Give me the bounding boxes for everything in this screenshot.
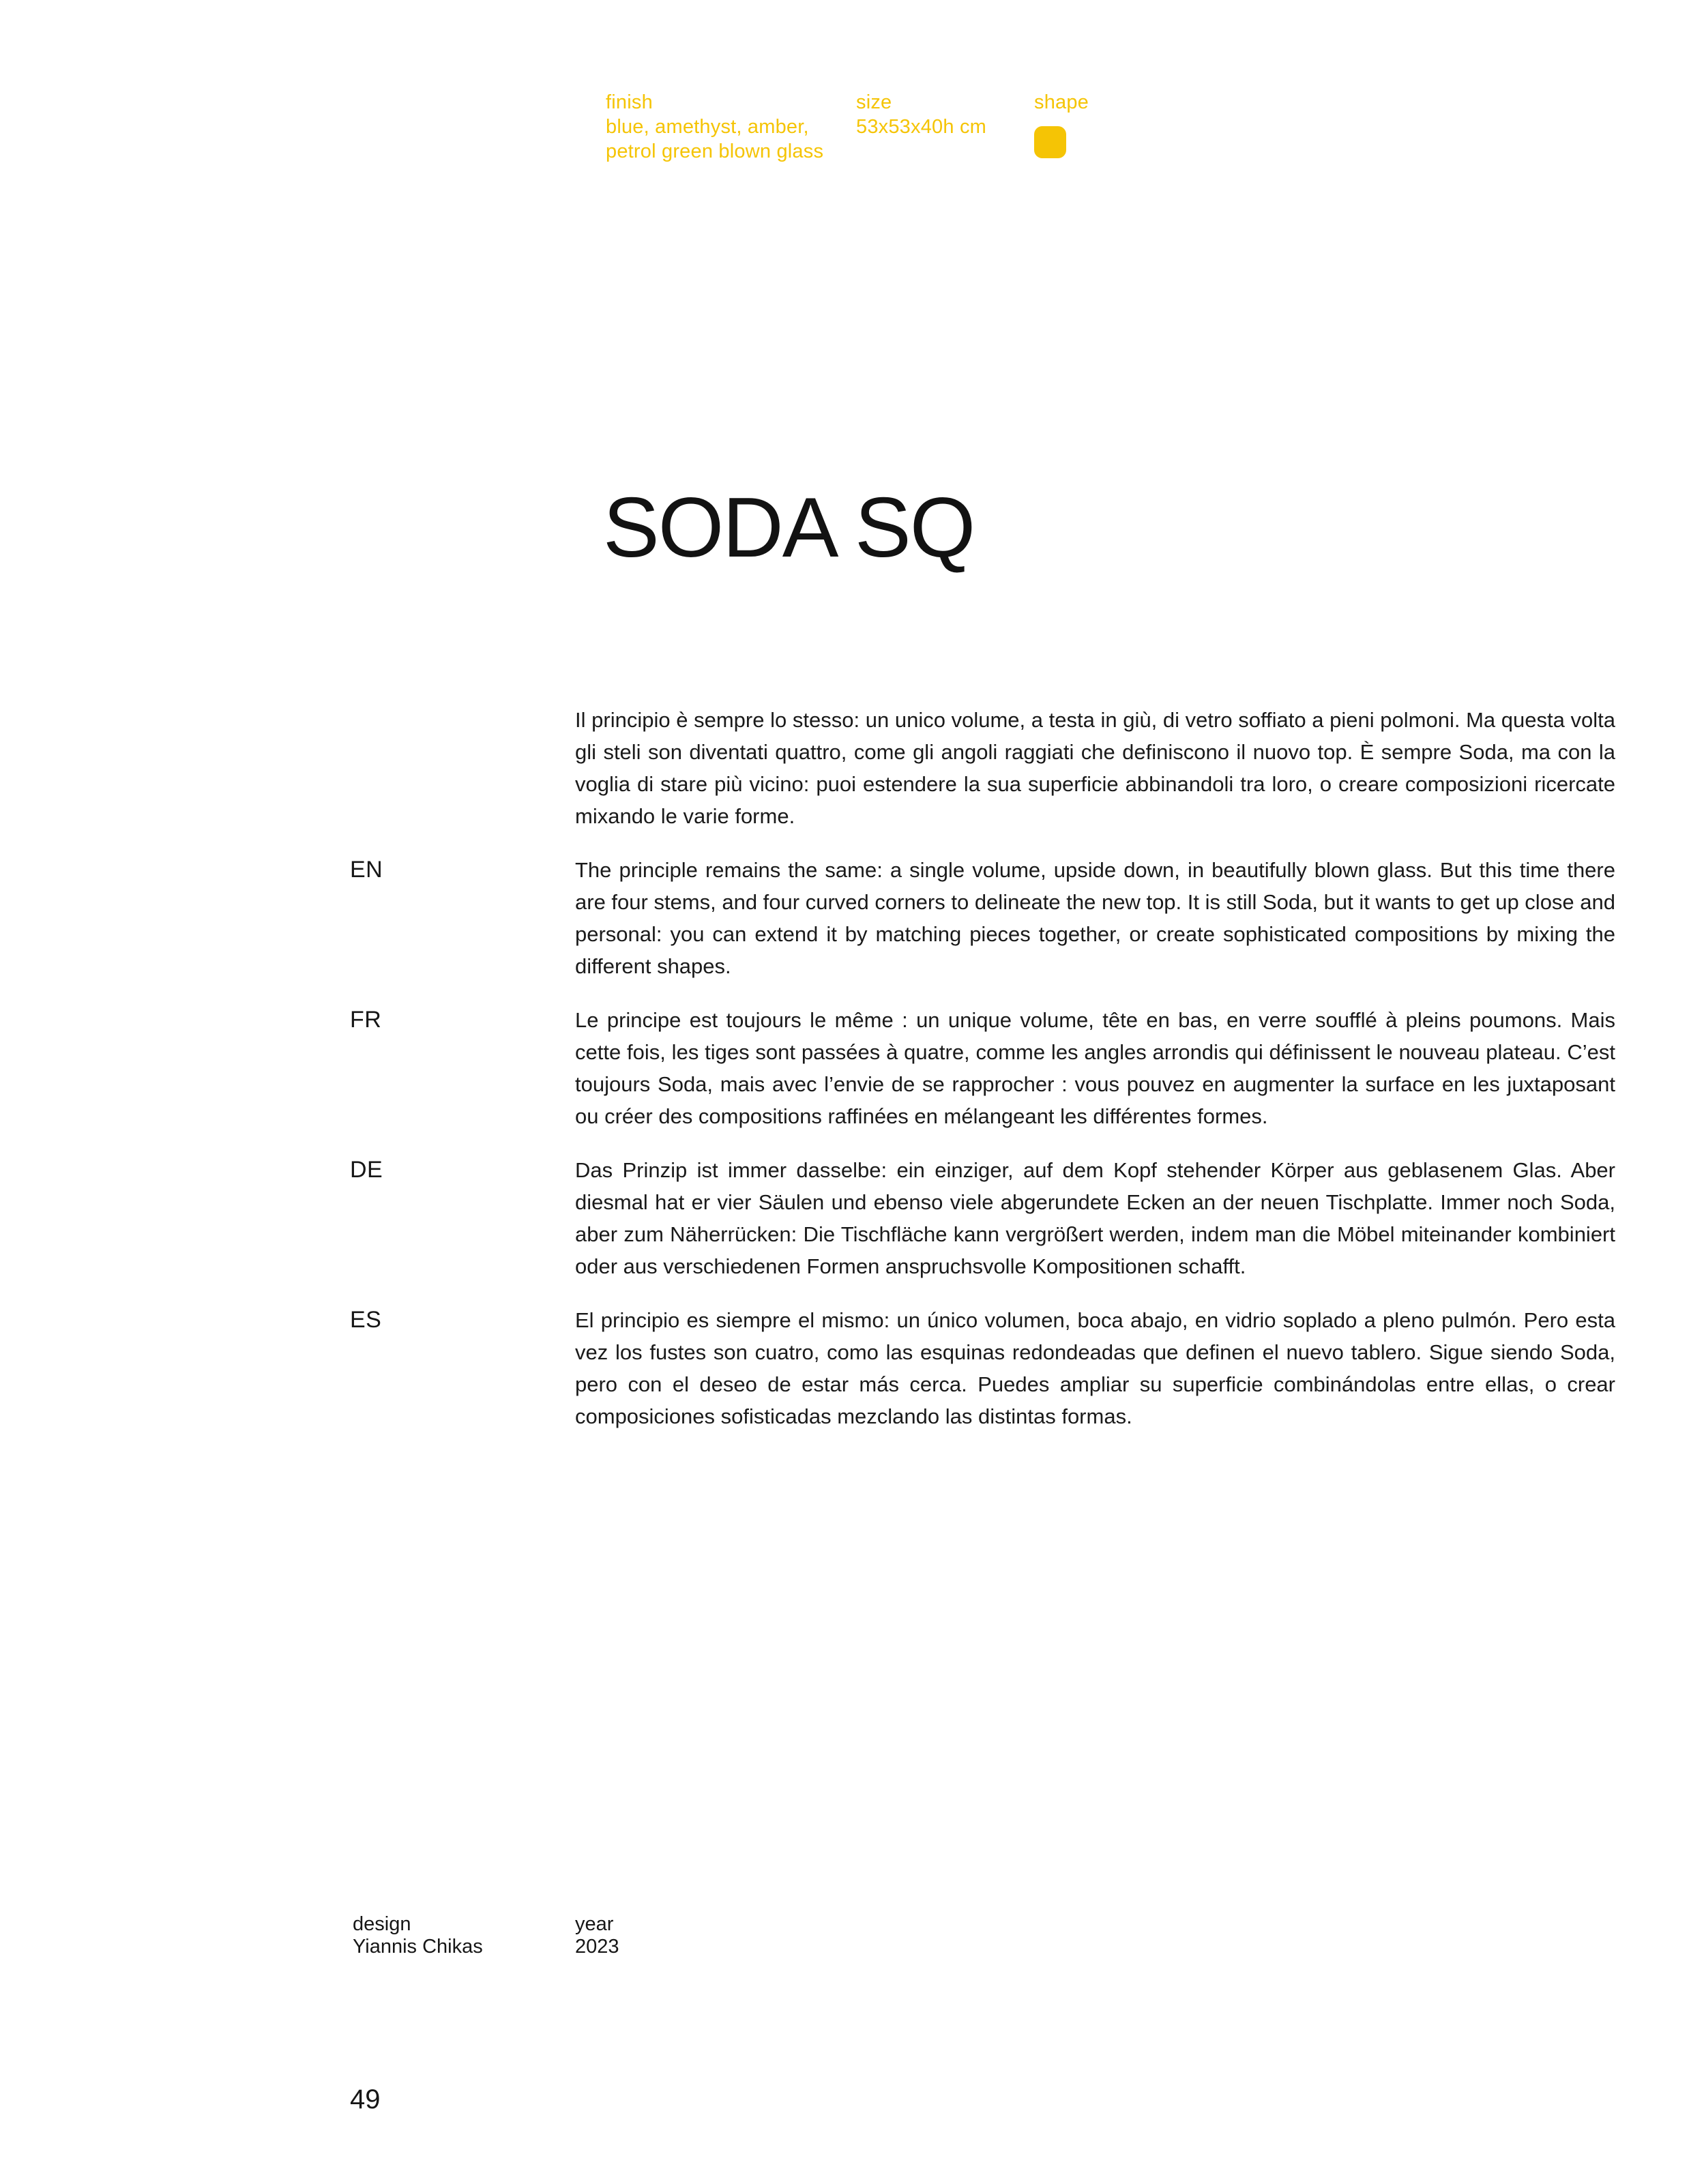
credit-year (575, 1913, 619, 1958)
spec-finish (606, 90, 857, 164)
page-title: SODA SQ (603, 481, 975, 575)
credit-design-label: design (353, 1913, 411, 1935)
language-label-de: DE (350, 1157, 383, 1183)
credit-year-value: 2023 (575, 1936, 619, 1958)
description-text-es: El principio es siempre el mismo: un único volumen, boca abajo, en vidrio soplado a pleno pulmón. Pero esta vez los fustes son cuatro, como las esquinas redondeadas que definen el nuevo tablero. Sigue siendo Soda, pero con el deseo de estar más cerca. Puedes ampliar su superficie combinándolas entre ellas, o crear composiciones sofisticadas mezclando las distintas formas. (575, 1308, 1615, 1428)
description-text-fr: Le principe est toujours le même : un unique volume, tête en bas, en verre soufflé à pleins poumons. Mais cette fois, les tiges sont passées à quatre, comme les angles arrondis qui définissent le nouveau plateau. C’est toujours Soda, mais avec l’envie de se rapprocher : vous pouvez en augmenter la surface en les juxtaposant ou créer des compositions raffinées en mélangeant les différentes formes. (575, 1008, 1615, 1128)
spec-finish-label: finish (606, 91, 653, 113)
page-number: 49 (350, 2084, 381, 2114)
spec-shape (1034, 90, 1130, 158)
description-row-fr (350, 1004, 1615, 1132)
spec-size-value: 53x53x40h cm (856, 116, 987, 138)
rounded-square-icon (1034, 126, 1066, 158)
spec-size-label: size (856, 91, 892, 113)
description-list (350, 704, 1615, 1432)
description-row-en (350, 854, 1615, 982)
description-text-it: Il principio è sempre lo stesso: un unico volume, a testa in giù, di vetro soffiato a pieni polmoni. Ma questa volta gli steli son diventati quattro, come gli angoli raggiati che definiscono il nuovo top. È sempre Soda, ma con la voglia di stare più vicino: puoi estendere la sua superficie abbinandoli tra loro, o creare composizioni ricercate mixando le varie forme. (575, 708, 1615, 828)
credit-year-label: year (575, 1913, 614, 1935)
description-row-it (350, 704, 1615, 832)
credit-design-value: Yiannis Chikas (353, 1936, 483, 1958)
language-label-es: ES (350, 1307, 382, 1333)
credit-design (353, 1913, 483, 1958)
spec-shape-label: shape (1034, 91, 1089, 113)
language-label-en: EN (350, 857, 383, 883)
description-row-es (350, 1304, 1615, 1432)
description-row-de (350, 1154, 1615, 1282)
spec-size (856, 90, 1023, 139)
description-text-en: The principle remains the same: a single volume, upside down, in beautifully blown glass. But this time there are four stems, and four curved corners to delineate the new top. It is still Soda, but it wants to get up close and personal: you can extend it by matching pieces together, or create sophisticated compositions by mixing the different shapes. (575, 858, 1616, 978)
language-label-fr: FR (350, 1007, 382, 1033)
spec-finish-value: blue, amethyst, amber, petrol green blown glass (606, 116, 824, 162)
description-text-de: Das Prinzip ist immer dasselbe: ein einziger, auf dem Kopf stehender Körper aus geblasenem Glas. Aber diesmal hat er vier Säulen und ebenso viele abgerundete Ecken an der neuen Tischplatte. Immer noch Soda, aber zum Näherrücken: Die Tischfläche kann vergrößert werden, indem man die Möbel miteinander kombiniert oder aus verschiedenen Formen anspruchsvolle Kompositionen schafft. (575, 1158, 1615, 1278)
